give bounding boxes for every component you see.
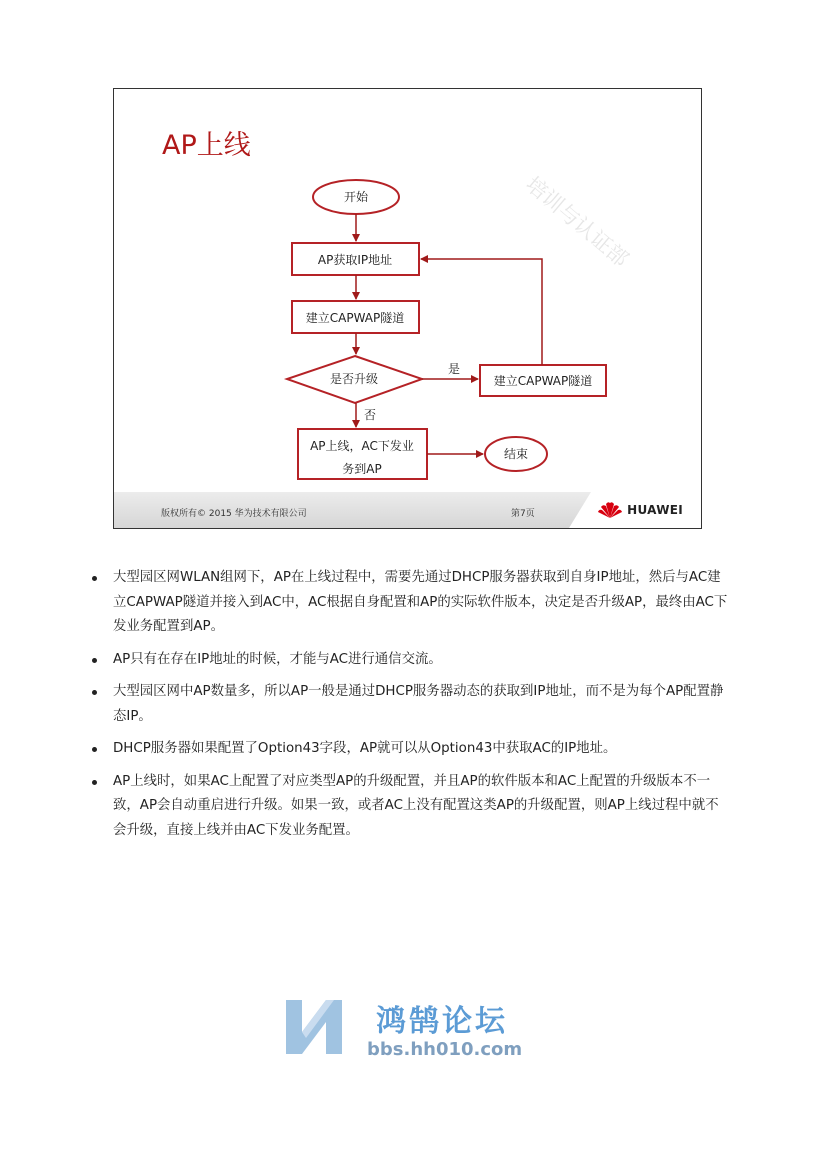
- bullet-item: AP只有在存在IP地址的时候，才能与AC进行通信交流。: [88, 648, 728, 673]
- upgrade-tunnel-label: 建立CAPWAP隧道: [493, 374, 593, 388]
- forum-name: 鸿鹄论坛: [376, 1004, 508, 1039]
- bullet-item: 大型园区网中AP数量多，所以AP一般是通过DHCP服务器动态的获取到IP地址，而不是为每个AP配置静态IP。: [88, 680, 728, 729]
- huawei-brand-text: HUAWEI: [627, 503, 683, 517]
- bullet-item: 大型园区网WLAN组网下，AP在上线过程中，需要先通过DHCP服务器获取到自身IP地址，然后与AC建立CAPWAP隧道并接入到AC中，AC根据自身配置和AP的实际软件版本，决定是否升级AP，最终由AC下发业务配置到AP。: [88, 566, 728, 640]
- yes-label: 是: [447, 362, 461, 376]
- bullet-item: AP上线时，如果AC上配置了对应类型AP的升级配置，并且AP的软件版本和AC上配置的升级版本不一致，AP会自动重启进行升级。如果一致，或者AC上没有配置这类AP的升级配置，则AP上线过程中就不会升级，直接上线并由AC下发业务配置。: [88, 770, 728, 844]
- huawei-logo: [597, 501, 683, 519]
- bullet-list: [88, 566, 728, 851]
- footer-page-number: 第7页: [511, 509, 535, 519]
- flowchart: [114, 89, 701, 528]
- forum-logo: [280, 994, 550, 1064]
- start-label: 开始: [343, 190, 369, 204]
- forum-url: bbs.hh010.com: [367, 1039, 523, 1060]
- slide-watermark: 培训与认证部: [521, 172, 633, 272]
- online-label-line2: 务到AP: [342, 462, 382, 476]
- slide-image: [113, 88, 702, 529]
- tunnel-label: 建立CAPWAP隧道: [305, 311, 405, 325]
- huawei-flower-icon: [597, 501, 623, 519]
- footer-copyright: 版权所有© 2015 华为技术有限公司: [161, 509, 307, 519]
- slide-footer: [114, 492, 701, 528]
- get-ip-label: AP获取IP地址: [317, 253, 393, 267]
- end-label: 结束: [503, 447, 529, 461]
- decision-label: 是否升级: [329, 372, 379, 386]
- bullet-item: DHCP服务器如果配置了Option43字段，AP就可以从Option43中获取AC的IP地址。: [88, 737, 728, 762]
- no-label: 否: [363, 408, 377, 422]
- forum-logo-icon: [282, 996, 346, 1058]
- slide-title: AP上线: [162, 130, 251, 161]
- online-label-line1: AP上线，AC下发业: [310, 439, 414, 453]
